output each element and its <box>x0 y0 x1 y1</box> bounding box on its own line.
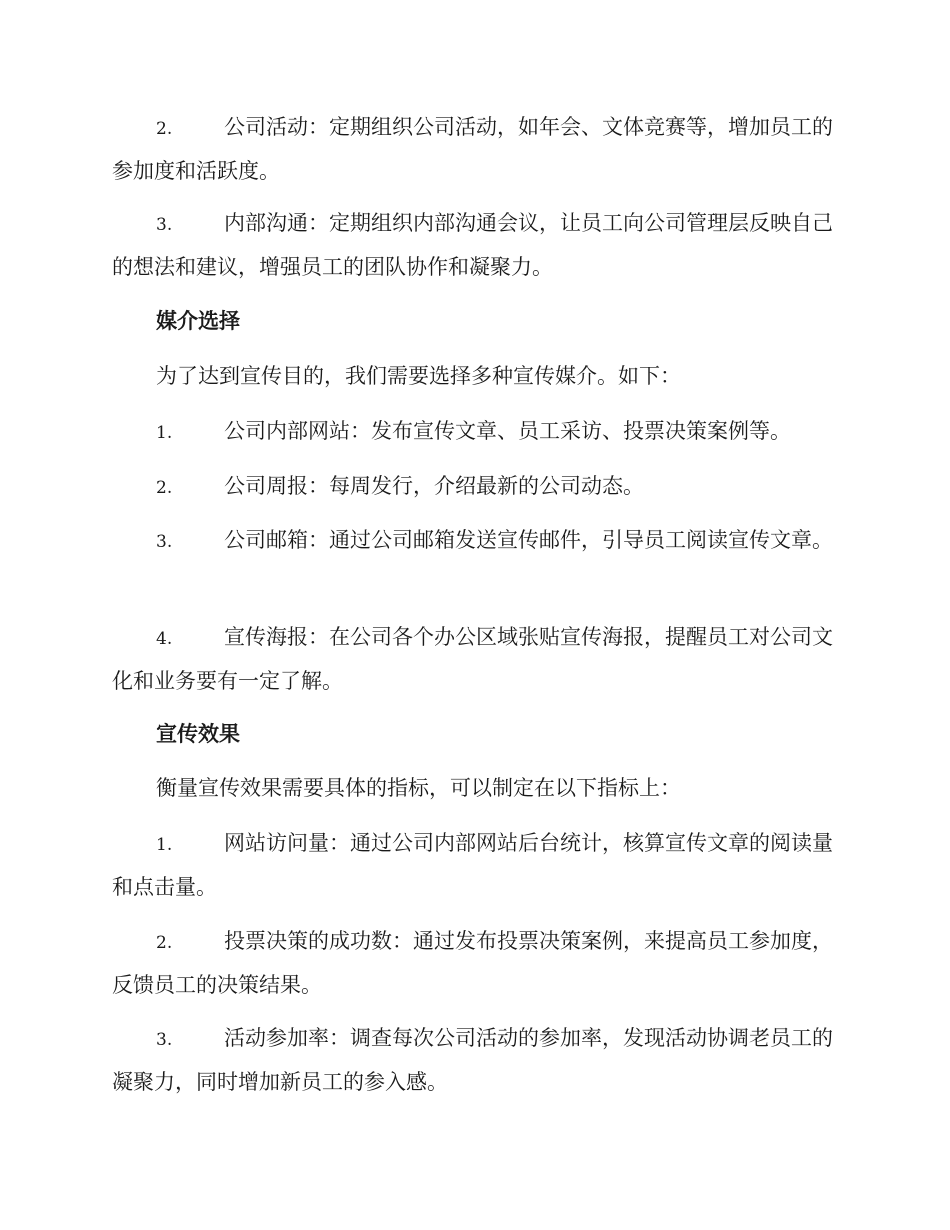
list-number: 3. <box>156 215 173 235</box>
list-item <box>112 410 836 454</box>
list-number: 1. <box>156 835 173 855</box>
list-text: 网站访问量：通过公司内部网站后台统计，核算宣传文章的阅读量和点击量。 <box>112 831 833 899</box>
list-text: 公司周报：每周发行，介绍最新的公司动态。 <box>224 474 644 498</box>
list-item <box>112 106 836 192</box>
list-text: 宣传海报：在公司各个办公区域张贴宣传海报，提醒员工对公司文化和业务要有一定了解。 <box>112 625 833 693</box>
list-number: 2. <box>156 933 173 953</box>
section-heading-media: 媒介选择 <box>156 308 240 333</box>
list-item <box>112 519 836 563</box>
list-item <box>112 1017 836 1103</box>
list-text: 活动参加率：调查每次公司活动的参加率，发现活动协调老员工的凝聚力，同时增加新员工的参入感。 <box>112 1026 833 1094</box>
section-intro-media: 为了达到宣传目的，我们需要选择多种宣传媒介。如下： <box>156 364 681 388</box>
list-number: 2. <box>156 119 173 139</box>
list-text: 内部沟通：定期组织内部沟通会议，让员工向公司管理层反映自己的想法和建议，增强员工的团队协作和凝聚力。 <box>112 211 833 279</box>
list-number: 4. <box>156 629 173 649</box>
list-text: 公司活动：定期组织公司活动，如年会、文体竞赛等，增加员工的参加度和活跃度。 <box>112 115 833 183</box>
section-intro-effect: 衡量宣传效果需要具体的指标，可以制定在以下指标上： <box>156 776 681 800</box>
list-number: 2. <box>156 478 173 498</box>
list-item <box>112 202 836 288</box>
list-item <box>112 465 836 509</box>
list-number: 3. <box>156 532 173 552</box>
list-item <box>112 822 836 908</box>
section-heading-effect: 宣传效果 <box>156 721 240 746</box>
list-item <box>112 920 836 1006</box>
list-text: 投票决策的成功数：通过发布投票决策案例，来提高员工参加度，反馈员工的决策结果。 <box>112 929 833 997</box>
list-text: 公司内部网站：发布宣传文章、员工采访、投票决策案例等。 <box>224 419 791 443</box>
list-item <box>112 616 836 702</box>
list-text: 公司邮箱：通过公司邮箱发送宣传邮件，引导员工阅读宣传文章。 <box>224 528 833 552</box>
list-number: 1. <box>156 423 173 443</box>
list-number: 3. <box>156 1030 173 1050</box>
